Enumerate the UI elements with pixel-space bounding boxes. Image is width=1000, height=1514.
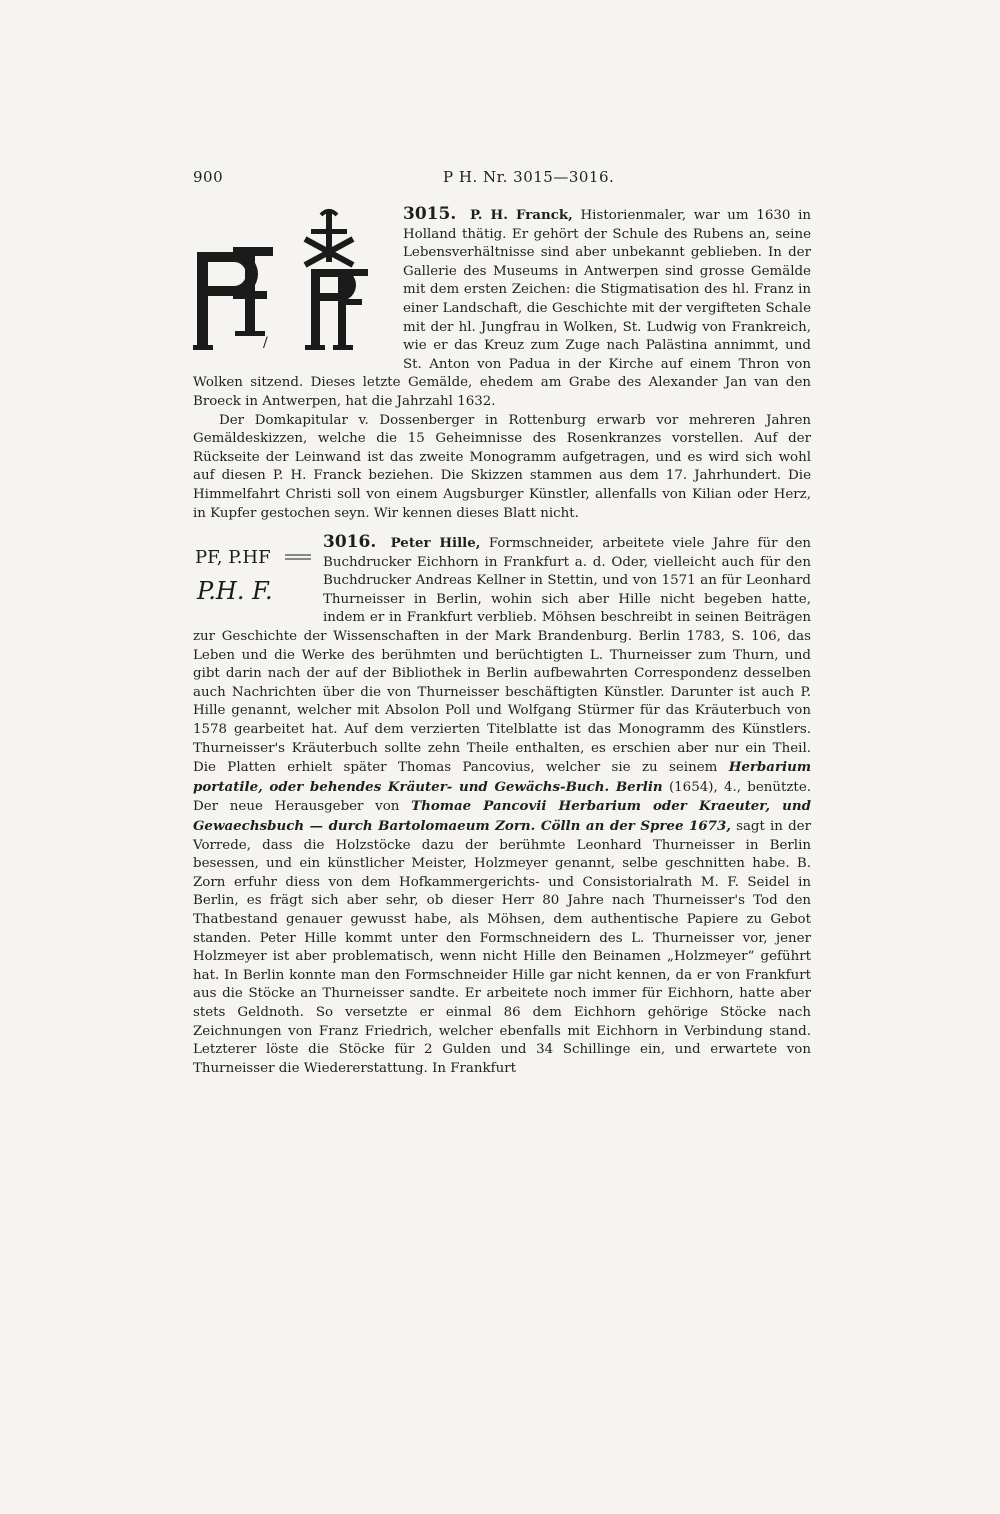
running-title: P H. Nr. 3015—3016. <box>443 168 615 186</box>
entry-text: sagt in der Vorrede, dass die Holzstöcke dazu der berühmte Leonhard Thurneisser in Berlin besessen, und ein künstlicher Meister, Holzmeyer genannt, selbe geschnitten habe. B. Zorn erfuhr diess von dem Hofkammergerichts- und Consistorialrath M. F. Seidel in Berlin, es frägt sich aber sehr, ob dieser Herr 80 Jahre nach Thurneisser's Tod den Thatbestand genauer gewusst habe, als Möhsen, dem authentische Papiere zu Gebot standen. Peter Hille kommt unter den Formschneidern des L. Thurneisser vor, jener Holzmeyer ist aber problematisch, wenn nicht Hille den Beinamen „Holzmeyer“ geführt hat. In Berlin konnte man den Formschneider Hille gar nicht kennen, da er von Frankfurt aus die Stöcke an Thurneisser sandte. Er arbeitete noch immer für Eichhorn, hatte aber stets Geldnoth. So versetzte er einmal 86 dem Eichhorn gehörige Stöcke nach Zeichnungen von Franz Friedrich, welcher ebenfalls mit Eichhorn in Verbindung stand. Letzterer löste die Stöcke für 2 Gulden und 34 Schillinge ein, und erwartete von Thurneisser die Wiedererstattung. In Frankfurt <box>193 819 811 1076</box>
entry-number: 3015. <box>403 204 457 224</box>
entry-number: 3016. <box>323 532 377 553</box>
entry-name: Peter Hille, <box>390 535 481 552</box>
entry-text: Formschneider, arbeitete viele Jahre für den Buchdrucker Eichhorn in Frankfurt a. d. Oder, vielleicht auch für den Buchdrucker Andreas Kellner in Stettin, und von 1571 an für Leonhard Thurneisser in Berlin, wohin sich aber Hille nicht begeben hatte, indem er in Frankfurt verblieb. Möhsen beschreibt in seinen Beiträgen zur Geschichte der Wissenschaften in der Mark Brandenburg. Berlin 1783, S. 106, das Leben und die Werke des berühmten und berüchtigten L. Thurneisser zum Thurn, und gibt darin nach der auf der Bibliothek in Berlin aufbewahrten Correspondenz desselben auch Nachrichten über die von Thurneisser beschäftigten Künstler. Darunter ist auch P. Hille genannt, welcher mit Absolon Poll und Wolfgang Stürmer für das Kräuterbuch von 1578 gearbeitet hat. Auf dem verzierten Titelblatte ist das Monogramm des Künstlers. Thurneisser's Kräuterbuch sollte zehn Theile enthalten, es erschien aber nur ein Theil. Die Platten erhielt später Thomas Pancovius, welcher sie zu seinem <box>193 536 811 776</box>
monogram-pf-icon <box>193 207 393 357</box>
svg-text:/: / <box>263 335 268 351</box>
entry-name: P. H. Franck, <box>469 207 573 223</box>
book-title: Thomae Pancovii Herbarium oder Kraeuter, und Gewaechsbuch — durch Bartolomaeum Zorn. Cölln an der Spree 1673, <box>193 798 811 834</box>
page-body <box>193 205 811 1078</box>
entry-3016 <box>193 533 811 1078</box>
page-number: 900 <box>193 168 224 186</box>
entry-3015 <box>193 205 811 523</box>
entry-text: Der Domkapitular v. Dossenberger in Rottenburg erwarb vor mehreren Jahren Gemäldeskizzen, welche die 15 Geheimnisse des Rosenkranzes vorstellen. Auf der Rückseite der Leinwand ist das zweite Monogramm aufgetragen, und es wird sich wohl auf diesen P. H. Franck beziehen. Die Skizzen stammen aus dem 17. Jahrhundert. Die Himmelfahrt Christi soll von einem Augsburger Künstler, allenfalls von Kilian oder Herz, in Kupfer gestochen seyn. Wir kennen dieses Blatt nicht. <box>193 412 811 521</box>
svg-text:PF, P.HF: PF, P.HF <box>195 547 271 569</box>
book-title: Herbarium portatile, oder behendes Kräuter- und Gewächs-Buch. Berlin <box>193 759 811 795</box>
entry-text: (1654), 4., benützte. Der neue Herausgeber von <box>193 779 811 815</box>
svg-text:P.H. F.: P.H. F. <box>197 577 273 606</box>
monogram-ph-icon <box>193 535 313 609</box>
entry-text: Historienmaler, war um 1630 in Holland thätig. Er gehört der Schule des Rubens an, seine Lebensverhältnisse sind aber unbekannt geblieben. In der Gallerie des Museums in Antwerpen sind grosse Gemälde mit dem ersten Zeichen: die Stigmatisation des hl. Franz in einer Landschaft, die Geschichte mit der vergifteten Schale mit der hl. Jungfrau in Wolken, St. Ludwig von Frankreich, wie er das Kreuz zum Zuge nach Palästina annimmt, und St. Anton von Padua in der Kirche auf einem Thron von Wolken sitzend. Dieses letzte Gemälde, ehedem am Grabe des Alexander Jan van den Broeck in Antwerpen, hat die Jahrzahl 1632. <box>193 208 812 409</box>
